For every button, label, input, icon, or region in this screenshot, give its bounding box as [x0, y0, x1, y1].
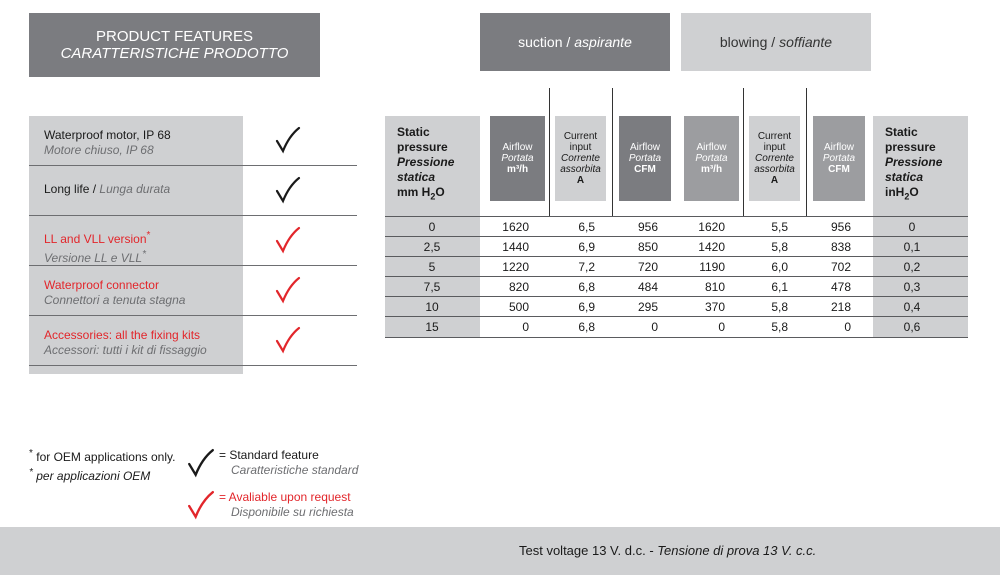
- header-text: Static: [885, 125, 918, 139]
- table-row: [385, 256, 968, 277]
- blowing-header: [681, 13, 871, 71]
- header-text: pressure: [885, 140, 936, 154]
- check-red-icon: [275, 226, 301, 254]
- check-red-icon: [275, 326, 301, 354]
- feature-row-long-life: [29, 166, 357, 216]
- header-text: Airflow: [823, 142, 854, 153]
- check-icon: [186, 448, 216, 478]
- footnote-en: for OEM applications only.: [36, 450, 176, 464]
- header-text: input: [569, 142, 592, 153]
- table-cell: 5,8: [771, 320, 788, 334]
- divider-line: [743, 88, 744, 216]
- feature-label-it: Lunga durata: [99, 182, 171, 196]
- table-cell: 850: [637, 240, 658, 254]
- feature-separator: /: [89, 182, 100, 196]
- header-text: m³/h: [700, 164, 723, 175]
- table-cell: 295: [637, 300, 658, 314]
- header-text: Current: [563, 131, 598, 142]
- table-cell: 5,5: [771, 220, 788, 234]
- legend-request-it: Disponibile su richiesta: [231, 505, 354, 519]
- test-voltage-en: Test voltage 13 V. d.c. -: [519, 543, 654, 558]
- table-cell: 6,0: [771, 260, 788, 274]
- header-text: CFM: [828, 164, 850, 175]
- table-cell: 1620: [502, 220, 529, 234]
- feature-row-waterproof-motor: [29, 116, 357, 166]
- legend-standard-it: Caratteristiche standard: [231, 463, 359, 477]
- table-cell: 0: [718, 320, 725, 334]
- table-row: [385, 276, 968, 297]
- footnote-star: *: [29, 467, 33, 478]
- header-text: A: [770, 175, 779, 186]
- footnote-star: *: [29, 448, 33, 459]
- table-cell: 6,1: [771, 280, 788, 294]
- table-cell: 0: [651, 320, 658, 334]
- features-panel: [29, 116, 243, 374]
- header-text: Airflow: [502, 142, 533, 153]
- header-cfm-blowing: [813, 116, 865, 201]
- feature-row-waterproof-connector: [29, 266, 357, 316]
- feature-label-it: Connettori a tenuta stagna: [44, 293, 186, 307]
- bottom-bar: [0, 527, 1000, 575]
- header-text: A: [576, 175, 585, 186]
- table-cell: 370: [704, 300, 725, 314]
- header-static-pressure-in: [873, 116, 968, 216]
- table-row: [385, 236, 968, 257]
- legend-standard: [219, 448, 358, 478]
- suction-header: [480, 13, 670, 71]
- header-text: Static: [397, 125, 430, 139]
- table-cell: 956: [830, 220, 851, 234]
- check-icon: [275, 176, 301, 204]
- header-text: Airflow: [696, 142, 727, 153]
- header-text: Airflow: [629, 142, 660, 153]
- table-cell: 810: [704, 280, 725, 294]
- header-text: mm H: [397, 185, 431, 199]
- check-red-icon: [275, 276, 301, 304]
- table-cell: 6,8: [578, 280, 595, 294]
- header-text: Corrente: [755, 153, 794, 164]
- feature-label-it: Accessori: tutti i kit di fissaggio: [44, 343, 207, 357]
- header-text: inH: [885, 185, 905, 199]
- header-text: Portata: [628, 153, 662, 164]
- product-features-title-en: PRODUCT FEATURES: [96, 28, 253, 45]
- header-text: assorbita: [754, 164, 795, 175]
- table-cell: 7,5: [423, 280, 441, 294]
- header-text: Portata: [501, 153, 534, 164]
- header-text: statica: [885, 170, 924, 184]
- header-text: Pressione: [397, 155, 455, 169]
- table-cell: 6,9: [578, 300, 595, 314]
- table-cell: 5,8: [771, 300, 788, 314]
- header-text: assorbita: [560, 164, 601, 175]
- header-text: Portata: [695, 153, 728, 164]
- table-cell: 0: [522, 320, 529, 334]
- check-icon: [275, 126, 301, 154]
- product-features-header: [29, 13, 320, 77]
- table-cell: 218: [830, 300, 851, 314]
- test-voltage-note: [519, 543, 816, 558]
- feature-label: Waterproof connector: [44, 278, 159, 292]
- header-text: O: [909, 185, 919, 199]
- header-airflow-blowing: [684, 116, 739, 201]
- blowing-label-it: soffiante: [779, 34, 833, 50]
- header-text: Portata: [822, 153, 856, 164]
- feature-label-it: Motore chiuso, IP 68: [44, 143, 154, 157]
- table-cell: 0: [428, 220, 436, 234]
- header-text: Pressione: [885, 155, 943, 169]
- table-row: [385, 316, 968, 338]
- test-voltage-it: Tensione di prova 13 V. c.c.: [657, 543, 817, 558]
- header-text: m³/h: [506, 164, 529, 175]
- table-cell: 0: [908, 220, 916, 234]
- header-subscript: 2: [904, 191, 910, 202]
- header-current-suction: [555, 116, 606, 201]
- table-cell: 820: [508, 280, 529, 294]
- suction-label-it: aspirante: [574, 34, 632, 50]
- feature-label: LL and VLL version: [44, 232, 147, 246]
- feature-label-it: Versione LL e VLL: [44, 251, 143, 265]
- divider-line: [612, 88, 613, 216]
- product-features-title-it: CARATTERISTICHE PRODOTTO: [60, 45, 289, 62]
- table-row: [385, 296, 968, 317]
- header-airflow-suction: [490, 116, 545, 201]
- table-cell: 0,1: [903, 240, 921, 254]
- feature-row-ll-vll: [29, 216, 357, 266]
- divider-line: [549, 88, 550, 216]
- header-text: statica: [397, 170, 436, 184]
- table-cell: 500: [508, 300, 529, 314]
- footnote-it: per applicazioni OEM: [36, 469, 151, 483]
- table-cell: 1220: [502, 260, 529, 274]
- table-cell: 484: [637, 280, 658, 294]
- table-cell: 10: [425, 300, 439, 314]
- table-cell: 1440: [502, 240, 529, 254]
- table-cell: 5: [428, 260, 436, 274]
- table-cell: 956: [637, 220, 658, 234]
- table-cell: 702: [830, 260, 851, 274]
- table-cell: 838: [830, 240, 851, 254]
- feature-label: Accessories: all the fixing kits: [44, 328, 201, 342]
- header-text: pressure: [397, 140, 448, 154]
- feature-label: Waterproof motor, IP 68: [44, 128, 171, 142]
- table-cell: 6,5: [578, 220, 595, 234]
- table-cell: 478: [830, 280, 851, 294]
- table-cell: 720: [637, 260, 658, 274]
- table-row: [385, 216, 968, 237]
- divider-line: [806, 88, 807, 216]
- blowing-label-en: blowing /: [719, 34, 776, 50]
- table-cell: 0,2: [903, 260, 921, 274]
- table-cell: 6,8: [578, 320, 595, 334]
- table-cell: 5,8: [771, 240, 788, 254]
- table-cell: 7,2: [578, 260, 595, 274]
- header-text: Corrente: [561, 153, 600, 164]
- legend-request-en: = Avaliable upon request: [219, 490, 351, 504]
- table-cell: 0,3: [903, 280, 921, 294]
- table-cell: 2,5: [423, 240, 441, 254]
- header-current-blowing: [749, 116, 800, 201]
- legend-standard-en: = Standard feature: [219, 448, 319, 462]
- footnote-star: *: [146, 230, 151, 241]
- feature-row-accessories: [29, 316, 357, 366]
- header-text: input: [763, 142, 786, 153]
- check-red-icon: [186, 490, 216, 520]
- suction-label-en: suction /: [518, 34, 571, 50]
- feature-label: Long life: [44, 182, 90, 196]
- table-cell: 0: [844, 320, 851, 334]
- header-text: CFM: [634, 164, 656, 175]
- header-static-pressure-mm: [385, 116, 480, 216]
- table-cell: 1420: [698, 240, 725, 254]
- table-cell: 0,4: [903, 300, 921, 314]
- table-cell: 15: [425, 320, 439, 334]
- header-cfm-suction: [619, 116, 671, 201]
- header-text: Current: [757, 131, 792, 142]
- footnote-oem: [29, 446, 175, 484]
- header-text: O: [435, 185, 445, 199]
- header-subscript: 2: [430, 191, 436, 202]
- table-cell: 6,9: [578, 240, 595, 254]
- table-cell: 1190: [699, 260, 725, 274]
- footnote-star: *: [142, 249, 146, 260]
- legend-request: [219, 490, 354, 520]
- table-cell: 1620: [698, 220, 725, 234]
- table-cell: 0,6: [903, 320, 921, 334]
